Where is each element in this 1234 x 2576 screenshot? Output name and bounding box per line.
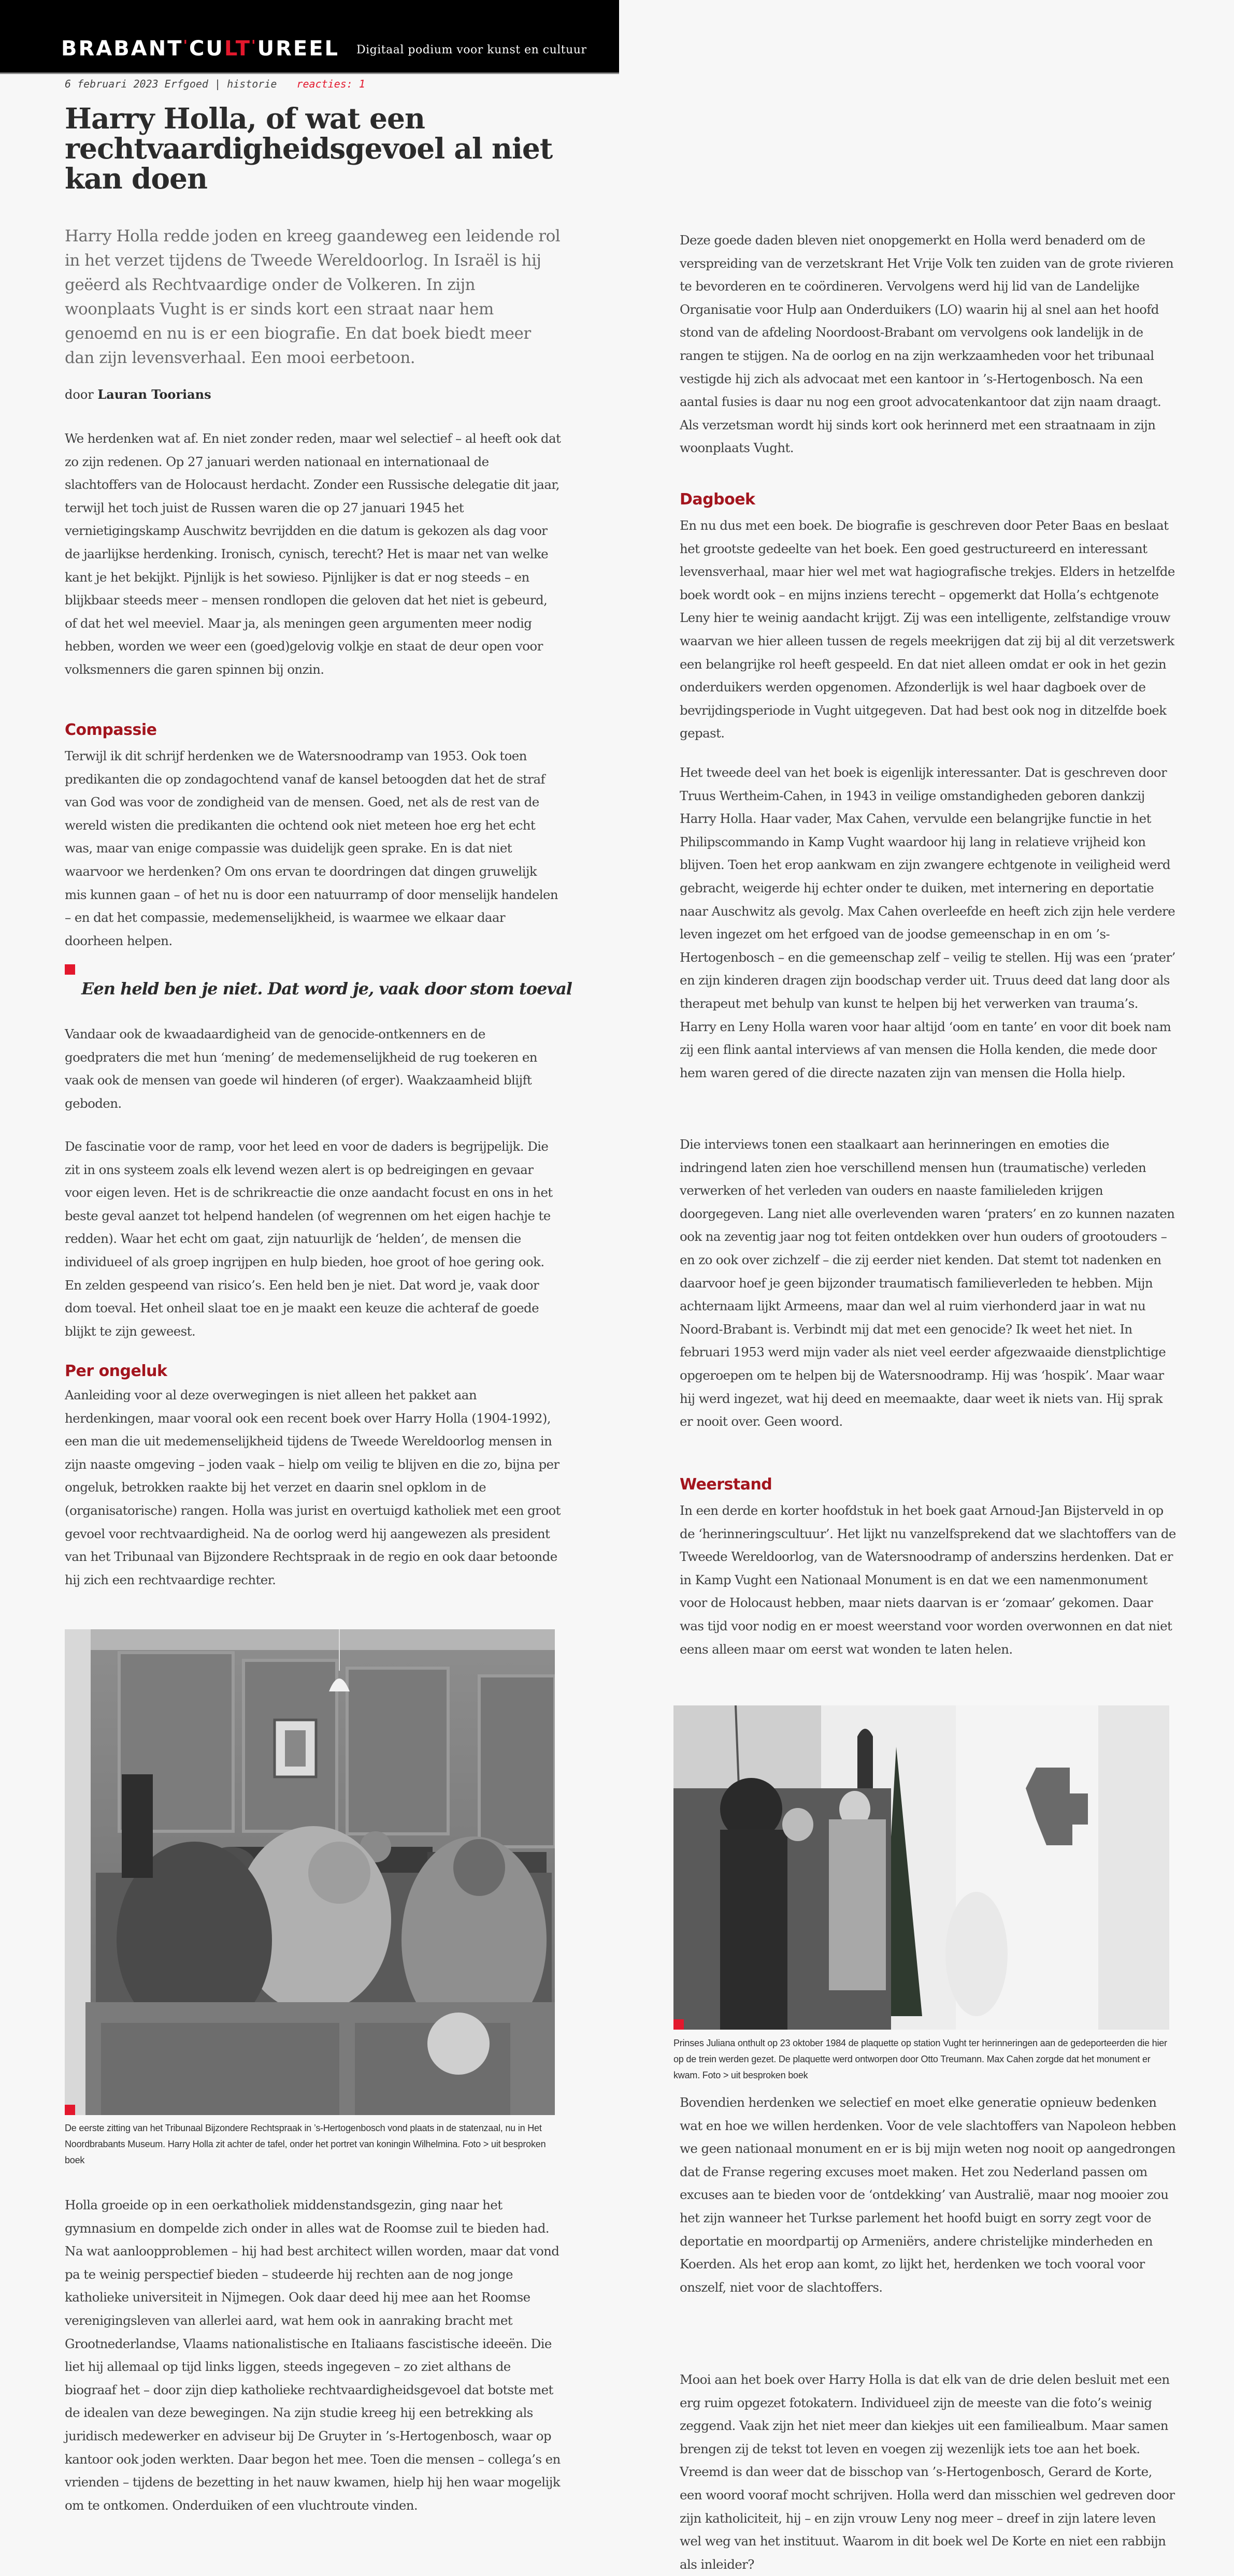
paragraph: We herdenken wat af. En niet zonder reden, maar wel selectief – al heeft ook dat zo zijn redenen. Op 27 januari werden nationaal en internationaal de slachtoffers van de Holocaust herdacht. Zonder een Russische delegatie dit jaar, terwijl het toch juist de Russen waren die op 27 januari 1945 het vernietigingskamp Auschwitz bevrijdden en die datum is gekozen als dag voor de jaarlijkse herdenking. Ironisch, cynisch, terecht? Het is maar net van welke kant je het bekijkt. Pijnlijk is het sowieso. Pijnlijker is dat er nog steeds – en blijkbaar steeds meer – mensen rondlopen die geloven dat het niet is gebeurd, of dat het wel meeviel. Maar ja, als meningen geen argumenten meer nodig hebben, worden we weer een (goed)gelovig volkje en staat de deur open voor volksmenners die garen spinnen bij onzin. <box>65 431 561 677</box>
right-column-continued <box>680 2091 1177 2299</box>
byline <box>65 387 211 402</box>
logo-tick-icon: ' <box>251 37 257 54</box>
logo-text-cu: CU <box>189 37 224 61</box>
right-column-continued <box>680 1133 1177 1434</box>
section-heading-compassie: Compassie <box>65 721 157 739</box>
paragraph: De fascinatie voor de ramp, voor het leed en voor de daders is begrijpelijk. Die zit in ons systeem zoals elk levend wezen alert is op bedreigingen en gevaar voor eigen leven. Het is de schrikreactie die onze aandacht focust en ons in het beste geval aanzet tot helpend handelen (of wegrennen om het eigen hachje te redden). Waar het echt om gaat, zijn natuurlijk de ‘helden’, de mensen die individueel of als groep ingrijpen en hulp bieden, hoe groot of hoe gering ook. En zelden gespeend van risico’s. Een held ben je niet. Dat word je, vaak door dom toeval. Het onheil slaat toe en je maakt een keuze die achteraf de goede blijkt te zijn geweest. <box>65 1139 553 1339</box>
photo-caption-plaque: Prinses Juliana onthult op 23 oktober 1984 de plaquette op station Vught ter herinneringen aan de gedeporteerden die hier op de trein werden gezet. De plaquette werd ontworpen door Otto Treumann. Max Cahen zorgde dat het monument er kwam. Foto > uit besproken boek <box>673 2038 1167 2080</box>
paragraph: Terwijl ik dit schrijf herdenken we de Watersnoodramp van 1953. Ook toen predikanten die op zondagochtend vanaf de kansel betoogden dat het de straf van God was voor de zondigheid van de mensen. Goed, net als de rest van de wereld wisten die predikanten die ochtend ook niet meteen hoe erg het echt was, maar van enige compassie was duidelijk geen sprake. En is dat niet waarvoor we herdenken? Om ons ervan te doordringen dat dingen gruwelijk mis kunnen gaan – of het nu is door een natuurramp of door menselijk handelen – en dat het compassie, medemenselijkheid, is waarmee we elkaar daar doorheen helpen. <box>65 748 558 948</box>
section-weerstand <box>680 1474 1177 1661</box>
photo-corner-marker-icon <box>673 2019 684 2030</box>
article-category[interactable]: Erfgoed | historie <box>164 78 277 90</box>
plaque-photo-image <box>673 1705 1169 2030</box>
site-tagline: Digitaal podium voor kunst en cultuur <box>356 44 587 56</box>
paragraph: In een derde en korter hoofdstuk in het boek gaat Arnoud-Jan Bijsterveld in op de ‘herinneringscultuur’. Het lijkt nu vanzelfsprekend dat we slachtoffers van de Tweede Wereldoorlog, van de Watersnoodramp of anderszins herdenken. Dat er in Kamp Vught een Nationaal Monument is en dat we een namenmonument voor de Holocaust hebben, maar niets daarvan is er ‘zomaar’ gekomen. Daar was tijd voor nodig en er moest weerstand voor worden overwonnen en dat niet eens alleen maar om eerst wat wonden te laten helen. <box>680 1503 1176 1657</box>
paragraph: Deze goede daden bleven niet onopgemerkt en Holla werd benaderd om de verspreiding van de verzetskrant Het Vrije Volk ten zuiden van de grote rivieren te bevorderen en te coördineren. Vervolgens werd hij lid van de Landelijke Organisatie voor Hulp aan Onderduikers (LO) waarin hij al snel aan het hoofd stond van de afdeling Noordoost-Brabant om vervolgens ook landelijk in de rangen te stijgen. Na de oorlog en na zijn werkzaamheden voor het tribunaal vestigde hij zich als advocaat met een kantoor in ’s-Hertogenbosch. Na een aantal fusies is daar nu nog een groot advocatenkantoor dat zijn naam draagt. Als verzetsman wordt hij sinds kort ook herinnerd met een straatnaam in zijn woonplaats Vught. <box>680 233 1174 456</box>
paragraph: En nu dus met een boek. De biografie is geschreven door Peter Baas en beslaat het grootste gedeelte van het boek. Een goed gestructureerd en interessant levensverhaal, maar hier wel met wat hagiografische trekjes. Elders in hetzelfde boek wordt ook – en mijns inziens terecht – opgemerkt dat Holla’s echtgenote Leny hier te weinig aandacht krijgt. Zij was een intelligente, zelfstandige vrouw waarvan we hier alleen tussen de regels meekrijgen dat zij bij al dit verzetswerk een belangrijke rol heeft gespeeld. En dat niet alleen omdat er ook in het gezin onderduikers werden opgenomen. Afzonderlijk is wel haar dagboek over de bevrijdingsperiode in Vught uitgegeven. Dat had best ook nog in ditzelfde boek gepast. <box>680 518 1175 741</box>
left-column-continued <box>65 2194 562 2517</box>
article-meta <box>65 78 365 90</box>
photo-tribunal-courtroom <box>65 1629 555 2115</box>
section-per-ongeluk <box>65 1361 562 1591</box>
logo-text-ureel: UREEL <box>257 37 340 61</box>
section-heading-dagboek: Dagboek <box>680 490 755 509</box>
page-title: Harry Holla, of wat een rechtvaardigheidsgevoel al niet kan doen <box>65 102 553 195</box>
logo-text-lt: LT <box>224 37 252 61</box>
photo-corner-marker-icon <box>65 2105 75 2115</box>
paragraph: Bovendien herdenken we selectief en moet elke generatie opnieuw bedenken wat en hoe we willen herdenken. Voor de vele slachtoffers van Napoleon hebben we geen nationaal monument en er is bij mijn weten nog nooit op aangedrongen dat de Franse regering excuses moet maken. Het zou Nederland passen om excuses aan te bieden voor de ‘ontdekking’ van Australië, maar nog mooier zou het zijn wanneer het Turkse parlement het hoofd buigt en sorry zegt voor de deportatie en moordpartij op Armeniërs, andere christelijke minderheden en Koerden. Als het erop aan komt, zo lijkt het, herdenken we toch vooral voor onszelf, niet voor de slachtoffers. <box>680 2095 1176 2295</box>
section-heading-weerstand: Weerstand <box>680 1475 772 1494</box>
site-logo[interactable] <box>61 38 339 59</box>
section-heading-per-ongeluk: Per ongeluk <box>65 1362 167 1380</box>
article-date: 6 februari 2023 <box>65 78 159 90</box>
paragraph: Aanleiding voor al deze overwegingen is niet alleen het pakket aan herdenkingen, maar vooral ook een recent boek over Harry Holla (1904-1992), een man die uit medemenselijkheid tijdens de Tweede Wereldoorlog mensen in zijn naaste omgeving – joden vaak – hielp om veilig te blijven en die zo, bijna per ongeluk, betrokken raakte bij het verzet en daarin snel opklom in de (organisatorische) rangen. Holla was jurist en overtuigd katholiek met een groot gevoel voor rechtvaardigheid. Na de oorlog werd hij aangewezen als president van het Tribunaal van Bijzondere Rechtspraak in de regio en ook daar betoonde hij zich een rechtvaardige rechter. <box>65 1387 561 1587</box>
paragraph: Vandaar ook de kwaadaardigheid van de genocide-ontkenners en de goedpraters die met hun ‘mening’ de medemenselijkheid de rug toekeren en vaak ook de mensen van goede wil hinderen (of erger). Waakzaamheid blijft geboden. <box>65 1026 537 1111</box>
site-header <box>0 0 619 74</box>
paragraph: Holla groeide op in een oerkatholiek middenstandsgezin, ging naar het gymnasium en dompelde zich onder in alles wat de Roomse zuil te bieden had. Na wat aanloopproblemen – hij had best architect willen worden, maar dat vond pa te weinig perspectief bieden – studeerde hij rechten aan de nog jonge katholieke universiteit in Nijmegen. Ook daar deed hij mee aan het Roomse verenigingsleven van allerlei aard, wat hem ook in aanraking bracht met Grootnederlandse, Vlaams nationalistische en Italiaans fascistische ideeën. Die liet hij allemaal op tijd links liggen, steeds ingegeven – zo ziet althans de biograaf het – door zijn diep katholieke rechtvaardigheidsgevoel dat botste met de idealen van deze bewegingen. Na zijn studie kreeg hij een betrekking als juridisch medewerker en adviseur bij De Gruyter in ’s-Hertogenbosch, waar op kantoor ook joden werkten. Daar begon het mee. Toen die mensen – collega’s en vrienden – tijdens de bezetting in het nauw kwamen, hielp hij hen waar mogelijk om te ontkomen. Onderduiken of een vluchtroute vinden. <box>65 2197 561 2513</box>
right-column-continued <box>680 761 1177 1084</box>
photo-plaque-unveiling <box>673 1705 1169 2030</box>
quote-marker-icon <box>65 964 75 975</box>
left-column-continued <box>65 1023 562 1115</box>
article-lede: Harry Holla redde joden en kreeg gaandeweg een leidende rol in het verzet tijdens de Tweede Wereldoorlog. In Israël is hij geëerd als Rechtvaardige onder de Volkeren. In zijn woonplaats Vught is er sinds kort een straat naar hem genoemd en nu is er een biografie. En dat boek biedt meer dan zijn levensverhaal. Een mooi eerbetoon. <box>65 227 561 367</box>
logo-tick-icon: ' <box>183 37 190 54</box>
section-dagboek <box>680 489 1177 745</box>
paragraph: Mooi aan het boek over Harry Holla is dat elk van de drie delen besluit met een erg ruim opgezet fotokatern. Individueel zijn de meeste van die foto’s weinig zeggend. Vaak zijn het niet meer dan kiekjes uit een familiealbum. Maar samen brengen zij de tekst tot leven en voegen zij wezenlijk iets toe aan het boek. Vreemd is dan weer dat de bisschop van ’s-Hertogenbosch, Gerard de Korte, een woord vooraf mocht schrijven. Holla werd dan misschien wel gedreven door zijn katholiciteit, hij – en zijn vrouw Leny nog meer – dreef in zijn latere leven wel weg van het instituut. Waarom in dit boek wel De Korte en niet een rabbijn als inleider? <box>680 2372 1175 2572</box>
author-name[interactable]: Lauran Toorians <box>97 387 211 402</box>
logo-text-brabant: BRABANT <box>61 37 183 61</box>
paragraph: Het tweede deel van het boek is eigenlijk interessanter. Dat is geschreven door Truus Wertheim-Cahen, in 1943 in veilige omstandigheden geboren dankzij Harry Holla. Haar vader, Max Cahen, vervulde een belangrijke functie in het Philipscommando in Kamp Vught waardoor hij lang in relatieve vrijheid kon blijven. Toen het erop aankwam en zijn zwangere echtgenote in veiligheid werd gebracht, weigerde hij echter onder te duiken, met internering en deportatie naar Auschwitz als gevolg. Max Cahen overleefde en heeft zich zijn hele verdere leven ingezet om het erfgoed van de joodse gemeenschap in en om ’s-Hertogenbosch – en die gemeenschap zelf – veilig te stellen. Hij was een ‘prater’ en zijn kinderen dragen zijn boodschap verder uit. Truus deed dat lang door als therapeut met behulp van kunst te helpen bij het verwerken van trauma’s. Harry en Leny Holla waren voor haar altijd ‘oom en tante’ en voor dit boek nam zij een flink aantal interviews af van mensen die Holla kenden, die mede door hem waren gered of die directe nazaten zijn van mensen die Holla hielp. <box>680 765 1175 1080</box>
left-column-continued <box>65 1135 562 1343</box>
right-column <box>680 229 1177 460</box>
left-column <box>65 427 562 682</box>
courtroom-photo-image <box>65 1629 555 2115</box>
right-column-continued <box>680 2368 1177 2576</box>
comments-link[interactable]: reacties: 1 <box>296 78 365 90</box>
byline-prefix: door <box>65 387 94 402</box>
photo-caption-tribunal: De eerste zitting van het Tribunaal Bijzondere Rechtspraak in ’s-Hertogenbosch vond plaats in de statenzaal, nu in Het Noordbrabants Museum. Harry Holla zit achter de tafel, onder het portret van koningin Wilhelmina. Foto > uit besproken boek <box>65 2123 546 2165</box>
pull-quote: Een held ben je niet. Dat word je, vaak door stom toeval <box>81 979 572 998</box>
paragraph: Die interviews tonen een staalkaart aan herinneringen en emoties die indringend laten zien hoe verschillend mensen hun (traumatische) verleden verwerken of het verleden van ouders en naaste familieleden krijgen doorgegeven. Lang niet alle overlevenden waren ‘praters’ en zo kunnen nazaten ook na zeventig jaar nog tot feiten ontdekken over hun ouders of grootouders – en zo ook over zichzelf – die zij eerder niet kenden. Dat stemt tot nadenken en daarvoor hoef je geen bijzonder traumatisch familieverleden te hebben. Mijn achternaam lijkt Armeens, maar dan wel al ruim vierhonderd jaar in wat nu Noord-Brabant is. Verbindt mij dat met een genocide? Ik weet het niet. In februari 1953 werd mijn vader als niet veel eerder afgezwaaide dienstplichtige opgeroepen om te helpen bij de Watersnoodramp. Hij was ‘hospik’. Maar waar hij werd ingezet, wat hij deed en meemaakte, daar weet ik niets van. Hij sprak er nooit over. Geen woord. <box>680 1137 1175 1429</box>
section-compassie <box>65 720 562 952</box>
